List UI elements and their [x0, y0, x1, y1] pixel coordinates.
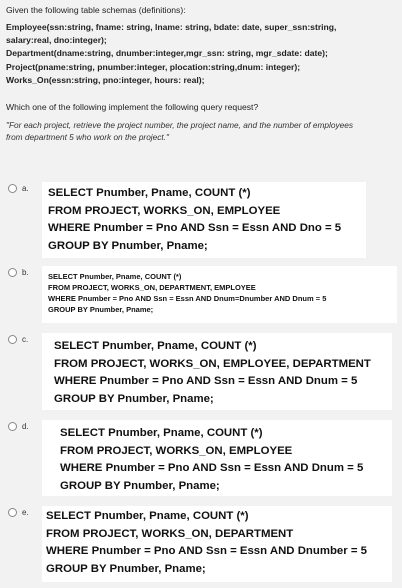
- query-where-line: WHERE Pnumber = Pno AND Ssn = Essn AND Dno = 5: [48, 222, 342, 235]
- option-d-query: [42, 420, 392, 496]
- option-letter-e: e.: [22, 508, 29, 517]
- query-select-line: SELECT Pnumber, Pname, COUNT (*): [54, 340, 257, 352]
- schema-works-on: Works_On(essn:string, pno:integer, hours: real);: [6, 74, 205, 85]
- schema-project: Project(pname:string, pnumber:integer, plocation:string,dnum: integer);: [6, 61, 301, 72]
- option-letter-c: c.: [22, 335, 29, 344]
- option-c-query: [42, 333, 392, 410]
- query-select-line: SELECT Pnumber, Pname, COUNT (*): [60, 427, 263, 439]
- option-letter-a: a.: [22, 184, 29, 193]
- option-letter-d: d.: [22, 422, 29, 431]
- schema-department: Department(dname:string, dnumber:integer,mgr_ssn: string, mgr_sdate: date);: [6, 48, 328, 59]
- query-group-by-line: GROUP BY Pnumber, Pname;: [60, 479, 220, 492]
- intro-text: Given the following table schemas (definitions):: [6, 5, 186, 15]
- query-where-line: WHERE Pnumber = Pno AND Ssn = Essn AND Dnum = 5: [60, 462, 364, 475]
- radio-button-e[interactable]: [8, 508, 17, 517]
- query-from-line: FROM PROJECT, WORKS_ON, EMPLOYEE: [60, 444, 293, 457]
- query-select-line: SELECT Pnumber, Pname, COUNT (*): [46, 510, 249, 522]
- option-a-query: [42, 182, 366, 258]
- radio-button-a[interactable]: [8, 184, 17, 193]
- query-request-line1: "For each project, retrieve the project number, the project name, and the number of employees: [6, 120, 353, 130]
- query-group-by-line: GROUP BY Pnumber, Pname;: [54, 392, 214, 405]
- question-text: Which one of the following implement the following query request?: [6, 102, 259, 112]
- query-select-line: SELECT Pnumber, Pname, COUNT (*): [48, 272, 182, 281]
- radio-button-d[interactable]: [8, 422, 17, 431]
- query-from-line: FROM PROJECT, WORKS_ON, DEPARTMENT: [46, 527, 294, 540]
- query-where-line: WHERE Pnumber = Pno AND Ssn = Essn AND Dnumber = 5: [46, 545, 368, 558]
- query-request-line2: from department 5 who work on the project.": [6, 131, 169, 142]
- query-from-line: FROM PROJECT, WORKS_ON, EMPLOYEE: [48, 204, 281, 217]
- query-request: [6, 120, 353, 143]
- option-e-query: [42, 506, 392, 582]
- query-from-line: FROM PROJECT, WORKS_ON, EMPLOYEE, DEPARTMENT: [54, 357, 371, 370]
- radio-button-b[interactable]: [8, 268, 17, 277]
- query-where-line: WHERE Pnumber = Pno AND Ssn = Essn AND Dnum = 5: [54, 375, 358, 388]
- schema-employee-line1: Employee(ssn:string, fname: string, lname: string, bdate: date, super_ssn:string,: [6, 22, 337, 32]
- query-group-by-line: GROUP BY Pnumber, Pname;: [46, 562, 206, 575]
- query-group-by-line: GROUP BY Pnumber, Pname;: [48, 239, 208, 252]
- option-b-query: [42, 266, 397, 323]
- query-where-line: WHERE Pnumber = Pno AND Ssn = Essn AND Dnum=Dnumber AND Dnum = 5: [48, 294, 327, 303]
- query-select-line: SELECT Pnumber, Pname, COUNT (*): [48, 187, 251, 199]
- schema-list: [6, 21, 336, 87]
- schema-employee-line2: salary:real, dno:integer);: [6, 35, 107, 46]
- option-letter-b: b.: [22, 268, 29, 277]
- radio-button-c[interactable]: [8, 335, 17, 344]
- query-group-by-line: GROUP BY Pnumber, Pname;: [48, 305, 154, 314]
- query-from-line: FROM PROJECT, WORKS_ON, DEPARTMENT, EMPLOYEE: [48, 283, 256, 292]
